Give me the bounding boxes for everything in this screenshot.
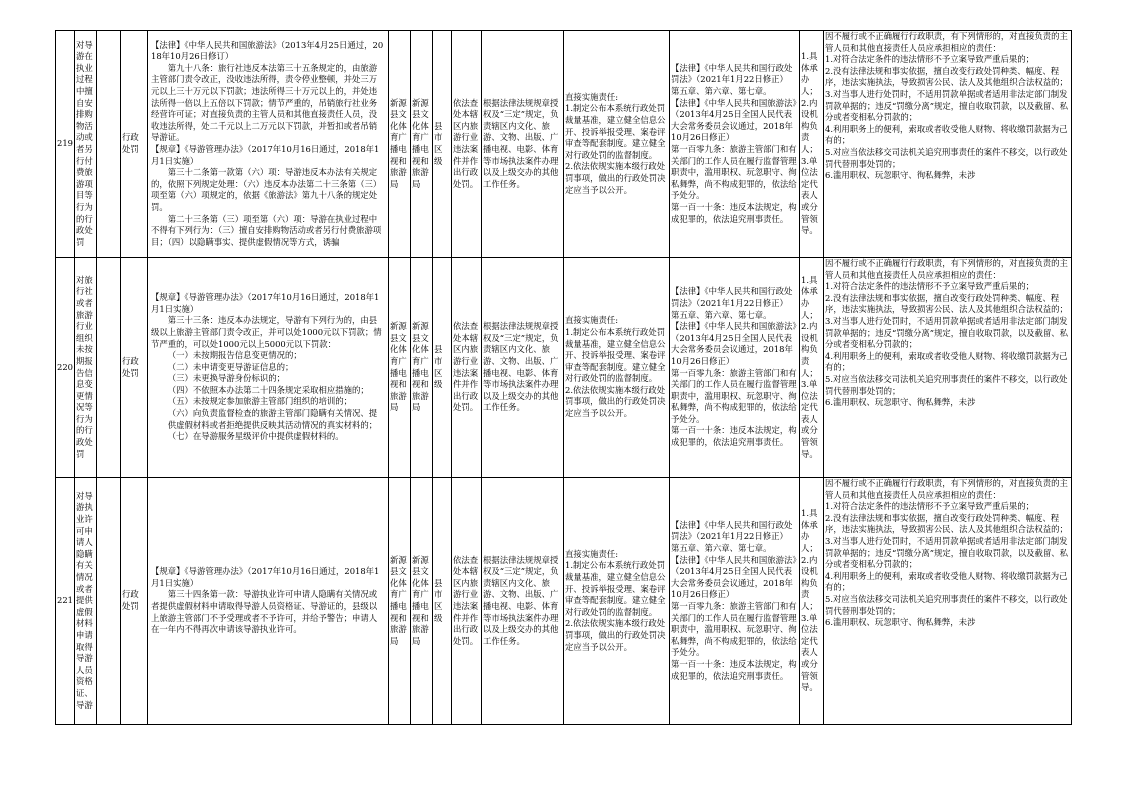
duty: 直接实施责任: 1.制定公布本系统行政处罚裁量基准，建立健全信息公开、投诉举报受理、案卷评审查等配套制度。建立健全对行政处罚的监督制度。 2.依法依规实施本级行政处罚事项，做出的行政处罚决定应当予以公开。 [565, 315, 666, 419]
responsible-org: 新源县文化体育广播电视和旅游局 [412, 554, 429, 646]
legal-basis-para: （五）未按规定参加旅游主管部门组织的培训的； [167, 396, 353, 407]
item-type: 行政处罚 [122, 355, 139, 378]
duty: 直接实施责任: 1.制定公布本系统行政处罚裁量基准，建立健全信息公开、投诉举报受理、案卷评审查等配套制度。建立健全对行政处罚的监督制度。 2.依法依规实施本级行政处罚事项，做出的行政处罚决定应当予以公开。 [565, 548, 666, 652]
responsible-org-cell [411, 258, 433, 478]
legal-basis-para: 第九十八条：旅行社违反本法第三十五条规定的，由旅游主管部门责令改正，没收违法所得，责令停业整顿，并处三万元以上三十万元以下罚款；违法所得三十万元以上的，并处违法所得一倍以上五倍以下罚款；情节严重的，吊销旅行社业务经营许可证；对直接负责的主管人员和其他直接责任人员，没收违法所得，处二千元以上二万元以下罚款，并暂扣或者吊销导游证。 [151, 62, 378, 143]
legal-basis [148, 292, 388, 443]
row-number-cell [56, 31, 75, 258]
item-name-cell [75, 31, 97, 258]
item-type-cell [121, 258, 148, 478]
task-scope-cell [482, 478, 564, 725]
accountability-basis: 【法律】《中华人民共和国行政处罚法》（2021年1月22日修正） 第五章、第六章、第七章。 【法律】《中华人民共和国旅游法》（2013年4月25日全国人民代表大会常务委员会议通过，2018年10月26日修正） 第一百零九条：旅游主管部门和有关部门的工作人员在履行监督管理职责中，滥用职权、玩忽职守、徇私舞弊，尚不构成犯罪的，依法给予处分。 第一百一十条：违反本法规定，构成犯罪的，依法追究刑事责任。 [671, 286, 797, 448]
accountability-basis-cell [670, 258, 800, 478]
legal-basis-para: 【规章】《导游管理办法》（2017年10月16日通过，2018年1月1日实施） [151, 566, 380, 588]
responsibility: 依法查处本辖区内旅游行业违法案件并作出行政处罚。 [453, 97, 479, 189]
task-scope: 根据法律法规规章授权及“三定”规定，负责辖区内文化、旅游、文物、出版、广播电视、电影、体育等市场执法案件办理以及上级交办的其他工作任务。 [483, 321, 559, 413]
legal-basis-para: （一）未按期报告信息变更情况的； [167, 350, 302, 361]
sub-item-cell [97, 478, 121, 725]
power-list-table [55, 30, 1072, 725]
item-name-cell [75, 478, 97, 725]
subject-unit: 新源县文化体育广播电视和旅游局 [390, 554, 407, 646]
legal-basis-para: （六）向负责监督检查的旅游主管部门隐瞒有关情况、提供虚假材料或者拒绝提供反映其活动情况的真实材料的； [167, 408, 378, 430]
level-cell [433, 31, 452, 258]
level: 县市区级 [434, 577, 443, 623]
responsibility-cell [452, 258, 482, 478]
level-cell [433, 258, 452, 478]
responsible-entity-cell [800, 31, 824, 258]
responsibility-cell [452, 478, 482, 725]
responsibility: 依法查处本辖区内旅游行业违法案件并作出行政处罚。 [453, 321, 479, 413]
item-name-cell [75, 258, 97, 478]
subject-unit-cell [389, 31, 411, 258]
item-name: 对旅行社或者旅游行业组织未按期报告信息变更情况等行为的行政处罚 [76, 274, 93, 459]
responsible-entity-cell [800, 258, 824, 478]
item-type: 行政处罚 [122, 589, 139, 611]
legal-basis-para: 第二十三条第（三）项至第（六）项：导游在执业过程中不得有下列行为：（三）擅自安排购物活动或者另行付费旅游项目；（四）以隐瞒事实、提供虚假情况等方式，诱骗 [151, 213, 382, 247]
exemption-cell [824, 478, 1072, 725]
row-number: 221 [57, 595, 73, 606]
item-type: 行政处罚 [122, 132, 139, 154]
level-cell [433, 478, 452, 725]
legal-basis [148, 40, 388, 249]
subject-unit-cell [389, 258, 411, 478]
row-number-cell [56, 478, 75, 725]
legal-basis-para: 【法律】《中华人民共和国旅游法》（2013年4月25日通过，2018年10月26日修订） [151, 39, 384, 62]
legal-basis-para: 【规章】《导游管理办法》（2017年10月16日通过，2018年1月1日实施） [151, 292, 380, 314]
row-number: 220 [57, 361, 73, 372]
legal-basis-para: （四）不依照本办法第二十四条规定采取相应措施的； [167, 384, 369, 395]
exemption: 因不履行或不正确履行行政职责，有下列情形的，对直接负责的主管人员和其他直接责任人员应承担相应的责任： 1.对符合法定条件的违法情形不予立案导致严重后果的； 2.没有法律法规和事实依据，擅自改变行政处罚种类、幅度、程序，违法实施执法，导致损害公民、法人及其他组织合法权益的； 3.对当事人进行处罚时，不适用罚款单据或者适用非法定部门制发罚款单据的；违反“罚缴分离”规定，擅自收取罚款，以及截留、私分或者变相私分罚款的； 4.利用职务上的便利，索取或者收受他人财物、将收缴罚款据为己有的； 5.对应当依法移交司法机关追究刑事责任的案件不移交，以行政处罚代替刑事处罚的； 6.滥用职权、玩忽职守、徇私舞弊，未涉 [825, 478, 1069, 628]
item-name: 对导游执业许可申请人隐瞒有关情况或者提供虚假材料申请取得导游人员资格证、导游 [76, 490, 93, 710]
responsible-entity: 1.具体承办人；2.内设机构负责人；3.单位法定代表人或分管领导。 [801, 274, 818, 459]
table-row [56, 478, 1072, 725]
legal-basis-para: 第三十三条：违反本办法规定，导游有下列行为的，由县级以上旅游主管部门责令改正，并可以处1000元以下罚款；情节严重的，可以处1000元以上5000元以下罚款： [151, 315, 382, 349]
responsible-org: 新源县文化体育广播电视和旅游局 [412, 321, 429, 413]
responsible-org: 新源县文化体育广播电视和旅游局 [412, 97, 429, 189]
exemption-cell [824, 258, 1072, 478]
legal-basis-para: 第三十二条第一款第（六）项：导游违反本办法有关规定的，依照下列规定处理：（六）违反本办法第二十三条第（三）项至第（六）项规定的，依据《旅游法》第九十八条的规定处罚。 [151, 167, 382, 212]
duty-cell [564, 258, 670, 478]
subject-unit: 新源县文化体育广播电视和旅游局 [390, 321, 407, 413]
exemption: 因不履行或不正确履行行政职责，有下列情形的，对直接负责的主管人员和其他直接责任人员应承担相应的责任： 1.对符合法定条件的违法情形不予立案导致严重后果的； 2.没有法律法规和事实依据，擅自改变行政处罚种类、幅度、程序，违法实施执法，导致损害公民、法人及其他组织合法权益的； 3.对当事人进行处罚时，不适用罚款单据或者适用非法定部门制发罚款单据的；违反“罚缴分离”规定，擅自收取罚款，以及截留、私分或者变相私分罚款的； 4.利用职务上的便利，索取或者收受他人财物、将收缴罚款据为己有的； 5.对应当依法移交司法机关追究刑事责任的案件不移交，以行政处罚代替刑事处罚的； 6.滥用职权、玩忽职守、徇私舞弊，未涉 [825, 258, 1069, 408]
task-scope: 根据法律法规规章授权及“三定”规定，负责辖区内文化、旅游、文物、出版、广播电视、电影、体育等市场执法案件办理以及上级交办的其他工作任务。 [483, 97, 559, 189]
accountability-basis-cell [670, 31, 800, 258]
subject-unit: 新源县文化体育广播电视和旅游局 [390, 97, 407, 189]
task-scope-cell [482, 258, 564, 478]
responsible-org-cell [411, 31, 433, 258]
item-name: 对导游在执业过程中擅自安排购物活动或者另行付费旅游项目等行为的行政处罚 [76, 39, 93, 247]
accountability-basis: 【法律】《中华人民共和国行政处罚法》（2021年1月22日修正） 第五章、第六章、第七章。 【法律】《中华人民共和国旅游法》（2013年4月25日全国人民代表大会常务委员会议通过，2018年10月26日修正） 第一百零九条：旅游主管部门和有关部门的工作人员在履行监督管理职责中，滥用职权、玩忽职守、徇私舞弊，尚不构成犯罪的，依法给予处分。 第一百一十条：违反本法规定，构成犯罪的，依法追究刑事责任。 [671, 62, 797, 224]
responsible-org-cell [411, 478, 433, 725]
subject-unit-cell [389, 478, 411, 725]
duty: 直接实施责任: 1.制定公布本系统行政处罚裁量基准，建立健全信息公开、投诉举报受理、案卷评审查等配套制度。建立健全对行政处罚的监督制度。 2.依法依规实施本级行政处罚事项，做出的行政处罚决定应当予以公开。 [565, 91, 666, 195]
legal-basis-para: （二）未申请变更导游证信息的； [167, 361, 294, 372]
responsibility: 依法查处本辖区内旅游行业违法案件并作出行政处罚。 [453, 554, 479, 646]
exemption: 因不履行或不正确履行行政职责，有下列情形的，对直接负责的主管人员和其他直接责任人员应承担相应的责任： 1.对符合法定条件的违法情形不予立案导致严重后果的； 2.没有法律法规和事实依据，擅自改变行政处罚种类、幅度、程序，违法实施执法，导致损害公民、法人及其他组织合法权益的； 3.对当事人进行处罚时，不适用罚款单据或者适用非法定部门制发罚款单据的；违反“罚缴分离”规定，擅自收取罚款，以及截留、私分或者变相私分罚款的； 4.利用职务上的便利，索取或者收受他人财物、将收缴罚款据为己有的； 5.对应当依法移交司法机关追究刑事责任的案件不移交，以行政处罚代替刑事处罚的； 6.滥用职权、玩忽职守、徇私舞弊，未涉 [825, 31, 1069, 181]
sub-item-cell [97, 258, 121, 478]
legal-basis [148, 566, 388, 636]
accountability-basis: 【法律】《中华人民共和国行政处罚法》（2021年1月22日修正） 第五章、第六章、第七章。 【法律】《中华人民共和国旅游法》（2013年4月25日全国人民代表大会常务委员会议通过，2018年10月26日修正） 第一百零九条：旅游主管部门和有关部门的工作人员在履行监督管理职责中，滥用职权、玩忽职守、徇私舞弊，尚不构成犯罪的，依法给予处分。 第一百一十条：违反本法规定，构成犯罪的，依法追究刑事责任。 [671, 519, 797, 681]
accountability-basis-cell [670, 478, 800, 725]
item-type-cell [121, 31, 148, 258]
legal-basis-cell [148, 258, 389, 478]
legal-basis-cell [148, 478, 389, 725]
legal-basis-cell [148, 31, 389, 258]
responsible-entity: 1.具体承办人；2.内设机构负责人；3.单位法定代表人或分管领导。 [801, 508, 818, 693]
responsible-entity: 1.具体承办人；2.内设机构负责人；3.单位法定代表人或分管领导。 [801, 51, 818, 236]
row-number-cell [56, 258, 75, 478]
legal-basis-para: （三）未更换导游身份标识的； [167, 373, 286, 384]
duty-cell [564, 31, 670, 258]
sub-item-cell [97, 31, 121, 258]
level: 县市区级 [434, 120, 443, 166]
exemption-cell [824, 31, 1072, 258]
responsibility-cell [452, 31, 482, 258]
task-scope-cell [482, 31, 564, 258]
legal-basis-para: 【规章】《导游管理办法》（2017年10月16日通过，2018年1月1日实施） [151, 144, 380, 166]
legal-basis-para: 第三十四条第一款：导游执业许可申请人隐瞒有关情况或者提供虚假材料申请取得导游人员资格证、导游证的，县级以上旅游主管部门不予受理或者不予许可，并给予警告；申请人在一年内不得再次申请该导游执业许可。 [151, 589, 378, 635]
responsible-entity-cell [800, 478, 824, 725]
table-row [56, 258, 1072, 478]
duty-cell [564, 478, 670, 725]
item-type-cell [121, 478, 148, 725]
table-row [56, 31, 1072, 258]
row-number: 219 [57, 138, 73, 149]
legal-basis-para: （七）在导游服务星级评价中提供虚假材料的。 [167, 431, 344, 442]
level: 县市区级 [434, 344, 443, 390]
task-scope: 根据法律法规规章授权及“三定”规定，负责辖区内文化、旅游、文物、出版、广播电视、电影、体育等市场执法案件办理以及上级交办的其他工作任务。 [483, 554, 559, 646]
